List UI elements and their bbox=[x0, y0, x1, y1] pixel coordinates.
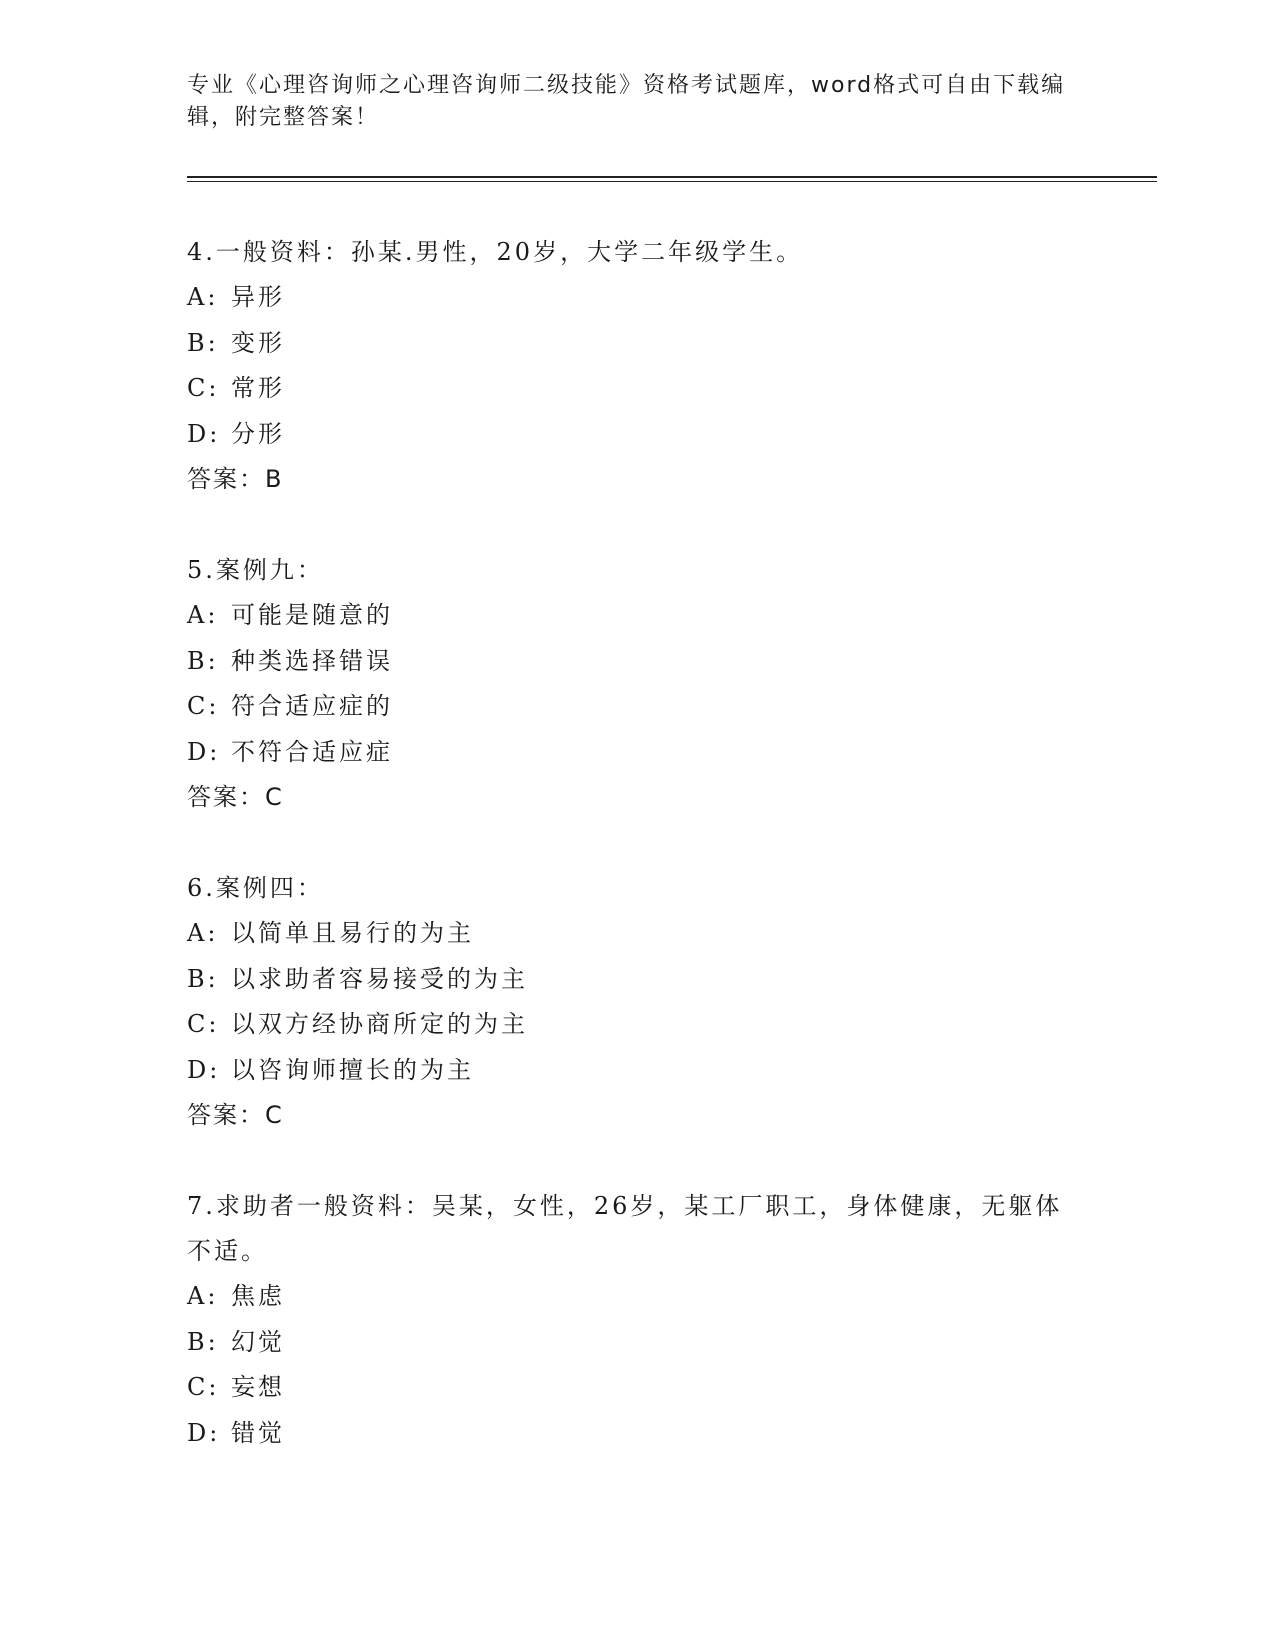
option-letter: B: bbox=[187, 1327, 219, 1356]
option-text: 异形 bbox=[231, 283, 285, 311]
option-text: 焦虑 bbox=[231, 1282, 285, 1310]
option-text: 种类选择错误 bbox=[231, 646, 393, 675]
option-letter: A: bbox=[187, 919, 219, 947]
question-stem: 6.案例四： bbox=[187, 874, 324, 902]
question-5 bbox=[187, 548, 1157, 820]
answer-line: 答案：B bbox=[187, 465, 284, 493]
question-4 bbox=[187, 230, 1157, 502]
question-7 bbox=[187, 1184, 1157, 1456]
question-list bbox=[187, 230, 1157, 1456]
option-letter: B: bbox=[187, 964, 219, 993]
header-divider bbox=[187, 176, 1157, 182]
option-text: 变形 bbox=[231, 328, 285, 357]
option-letter: A: bbox=[187, 1282, 219, 1310]
option-text: 错觉 bbox=[231, 1418, 285, 1447]
option-b bbox=[187, 957, 1157, 1003]
option-text: 可能是随意的 bbox=[231, 601, 393, 629]
option-c bbox=[187, 366, 1157, 412]
question-stem: 4.一般资料：孙某.男性，20岁，大学二年级学生。 bbox=[187, 238, 804, 266]
option-b bbox=[187, 321, 1157, 367]
document-page bbox=[187, 70, 1157, 1502]
option-a bbox=[187, 911, 1157, 957]
option-text: 妄想 bbox=[231, 1373, 285, 1401]
option-text: 常形 bbox=[231, 374, 285, 402]
option-letter: D: bbox=[187, 1418, 221, 1447]
option-d bbox=[187, 412, 1157, 458]
option-d bbox=[187, 730, 1157, 776]
option-d bbox=[187, 1048, 1157, 1094]
option-d bbox=[187, 1411, 1157, 1457]
question-stem: 7.求助者一般资料：吴某，女性，26岁，某工厂职工，身体健康，无躯体不适。 bbox=[187, 1192, 1063, 1265]
option-c bbox=[187, 1365, 1157, 1411]
option-text: 以咨询师擅长的为主 bbox=[231, 1055, 474, 1084]
option-text: 以简单且易行的为主 bbox=[231, 919, 474, 947]
answer-line: 答案：C bbox=[187, 783, 284, 811]
option-letter: A: bbox=[187, 283, 219, 311]
option-letter: A: bbox=[187, 601, 219, 629]
option-letter: D: bbox=[187, 419, 221, 448]
document-header: 专业《心理咨询师之心理咨询师二级技能》资格考试题库，word格式可自由下载编辑，附完整答案！ bbox=[187, 73, 1066, 130]
option-letter: B: bbox=[187, 646, 219, 675]
option-text: 分形 bbox=[231, 419, 285, 448]
option-letter: C: bbox=[187, 1010, 220, 1038]
option-c bbox=[187, 1002, 1157, 1048]
option-letter: D: bbox=[187, 1055, 221, 1084]
option-c bbox=[187, 684, 1157, 730]
option-a bbox=[187, 593, 1157, 639]
option-letter: C: bbox=[187, 692, 220, 720]
option-text: 符合适应症的 bbox=[231, 692, 393, 720]
option-b bbox=[187, 639, 1157, 685]
option-letter: B: bbox=[187, 328, 219, 357]
option-text: 不符合适应症 bbox=[231, 737, 393, 766]
option-text: 以双方经协商所定的为主 bbox=[231, 1010, 528, 1038]
option-letter: D: bbox=[187, 737, 221, 766]
option-letter: C: bbox=[187, 374, 220, 402]
divider-line-thin bbox=[187, 181, 1157, 182]
answer-line: 答案：C bbox=[187, 1101, 284, 1129]
question-6 bbox=[187, 866, 1157, 1138]
option-a bbox=[187, 275, 1157, 321]
option-text: 以求助者容易接受的为主 bbox=[231, 964, 528, 993]
question-stem: 5.案例九： bbox=[187, 556, 324, 584]
option-b bbox=[187, 1320, 1157, 1366]
divider-line-thick bbox=[187, 176, 1157, 178]
option-text: 幻觉 bbox=[231, 1327, 285, 1356]
option-letter: C: bbox=[187, 1373, 220, 1401]
option-a bbox=[187, 1274, 1157, 1320]
